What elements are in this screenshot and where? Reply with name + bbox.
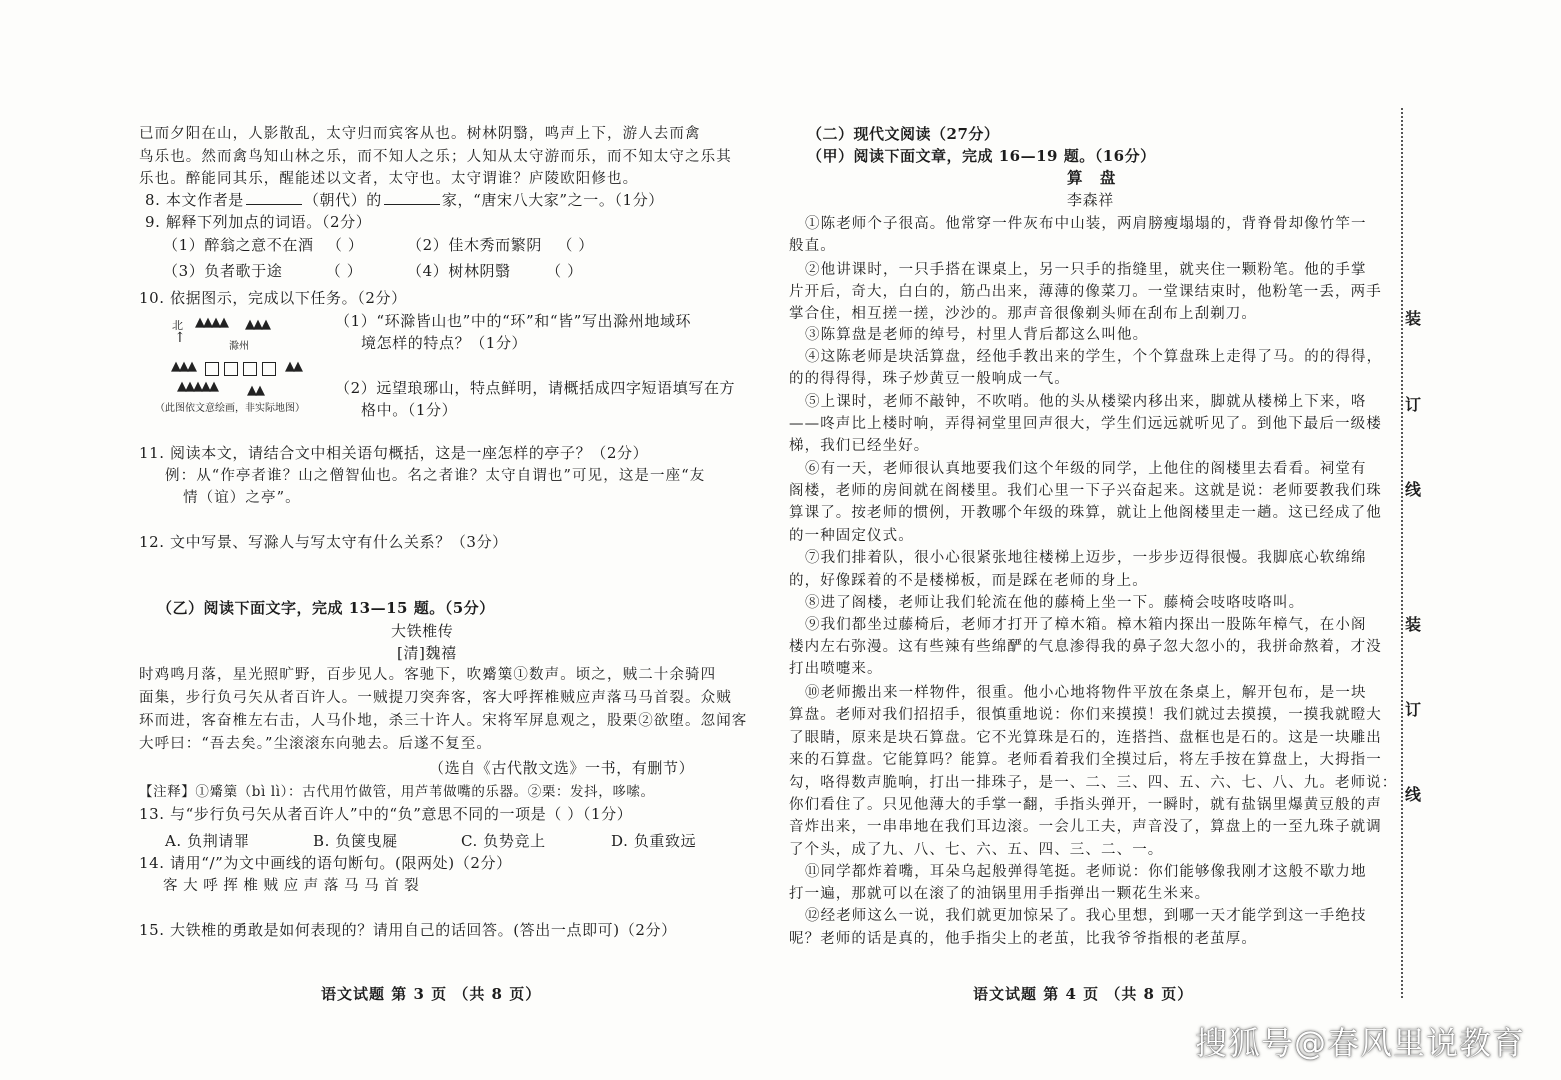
q13-option[interactable]: D. 负重致远	[611, 832, 697, 850]
article-line: 算盘。老师对我们招招手，很慎重地说：你们来摸摸！我们就过去摸摸，一摸我就瞪大	[789, 707, 1382, 723]
yi-passage-line: 面集，步行负弓矢从者百许人。一贼提刀突奔客，客大呼挥椎贼应声落马马首裂。众贼	[139, 690, 732, 706]
north-label: 北	[172, 319, 183, 332]
yi-passage-line: 时鸡鸣月落，星光照旷野，百步见人。客驰下，吹觱篥①数声。顷之，贼二十余骑四	[139, 667, 717, 683]
map-caption: （此图依文意绘画，非实际地图）	[155, 403, 305, 414]
article-line: 打一遍，那就可以在滚了的油锅里用手指弹出一颗花生米来。	[789, 886, 1211, 902]
yi-passage-line: 大呼曰：“吾去矣。”尘滚滚东向驰去。后遂不复至。	[139, 736, 492, 752]
left-page-footer: 语文试题 第 3 页 （共 8 页）	[321, 985, 542, 1003]
article-line: ③陈算盘是老师的绰号，村里人背后都这么叫他。	[805, 327, 1149, 343]
article-line: ⑩老师搬出来一样物件，很重。他小心地将物件平放在条桌上，解开包布，是一块	[805, 685, 1367, 701]
q14-sentence: 客 大 呼 挥 椎 贼 应 声 落 马 马 首 裂	[163, 878, 420, 894]
q9-answer-paren[interactable]: （ ）	[557, 236, 594, 254]
q9-item	[407, 235, 594, 255]
question-10: 10. 依据图示，完成以下任务。（2分）	[139, 289, 407, 307]
binding-label: 订	[1405, 395, 1422, 414]
q9-item	[163, 235, 364, 255]
answer-box[interactable]	[262, 362, 276, 376]
passage-line: 乐也。醉能同其乐，醒能述以文者，太守也。太守谓谁？庐陵欧阳修也。	[139, 171, 639, 187]
article-line: 打出喷嚏来。	[789, 661, 883, 677]
q9-label: （3）负者歌于途	[163, 262, 283, 280]
question-9: 9. 解释下列加点的词语。（2分）	[145, 213, 372, 231]
q8-part-b: （朝代）的	[303, 191, 382, 209]
article-line: 的一种固定仪式。	[789, 528, 914, 544]
article-line: 音炸出来，一串串地在我们耳边滚。一会儿工夫，声音没了，算盘上的一至九珠子就调	[789, 819, 1382, 835]
article-line: 勾，咯得数声脆响，打出一排珠子，是一、二、三、四、五、六、七、八、九。老师说：	[789, 775, 1398, 791]
article-line: 来的石算盘。它能算吗？能算。老师看着我们全摸过后，将左手按在算盘上，大拇指一	[789, 752, 1382, 768]
question-13: 13. 与“步行负弓矢从者百许人”中的“负”意思不同的一项是（ ）（1分）	[139, 805, 633, 823]
q9-answer-paren[interactable]: （ ）	[326, 236, 364, 254]
question-11: 11. 阅读本文，请结合文中相关语句概括，这是一座怎样的亭子？（2分）	[139, 444, 649, 462]
q8-part-c: 家，“唐宋八大家”之一。（1分）	[441, 191, 664, 209]
article-author: 李森祥	[1067, 191, 1114, 209]
q13-option[interactable]: C. 负势竞上	[461, 832, 546, 850]
article-line: ⑪同学都炸着嘴，耳朵乌起般弹得笔挺。老师说：你们能够像我刚才这般不歇力地	[805, 864, 1367, 880]
question-14: 14. 请用“/”为文中画线的语句断句。(限两处)（2分）	[139, 854, 512, 872]
q10-task-2: 格中。（1分）	[361, 401, 458, 419]
binding-label: 线	[1405, 480, 1422, 499]
article-line: 呢？老师的话是真的，他手指尖上的老茧，比我爷爷指根的老茧厚。	[789, 931, 1257, 947]
q13-option[interactable]: A. 负荆请罪	[165, 832, 250, 850]
mountain-icon: ▲▲	[247, 383, 263, 398]
section-jia-heading: （甲）阅读下面文章，完成 16—19 题。（16分）	[807, 147, 1156, 165]
section-2-heading: （二）现代文阅读（27分）	[807, 125, 1000, 143]
article-line: ⑦我们排着队，很小心很紧张地往楼梯上迈步，一步步迈得很慢。我脚底心软绵绵	[805, 550, 1367, 566]
binding-label: 装	[1405, 615, 1422, 634]
yi-note: 【注释】①觱篥（bì lì）：古代用竹做管，用芦苇做嘴的乐器。②栗：发抖，哆嗦。	[139, 784, 655, 800]
yi-passage-line: 环而进，客奋椎左右击，人马仆地，杀三十许人。宋将军屏息观之，股栗②欲堕。忽闻客	[139, 713, 748, 729]
binding-label: 订	[1405, 700, 1422, 719]
q8-blank[interactable]	[384, 190, 440, 205]
question-15: 15. 大铁椎的勇敢是如何表现的？请用自己的话回答。(答出一点即可)（2分）	[139, 921, 677, 939]
mountain-icon: ▲▲▲	[171, 359, 195, 374]
q9-item	[407, 261, 583, 281]
article-line: 楼内左右弥漫。这有些辣有些绵酽的气息渗得我的鼻子忽大忽小的，我拼命熬着，才没	[789, 639, 1382, 655]
article-line: 的的得得得，珠子炒黄豆一般响成一气。	[789, 371, 1070, 387]
chuzhou-label: 滁州	[229, 341, 249, 352]
q9-label: （4）树林阴翳	[407, 262, 511, 280]
q8-part-a: 本文作者是	[165, 191, 244, 209]
binding-dotted-line	[1401, 108, 1403, 998]
article-line: 梯，我们已经坐好。	[789, 438, 930, 454]
article-line: ④这陈老师是块活算盘，经他手教出来的学生，个个算盘珠上走得了马。的的得得，	[805, 349, 1383, 365]
article-title: 算 盘	[1067, 168, 1122, 187]
article-line: 你们看住了。只见他薄大的手掌一翻，手指头弹开，一瞬时，就有盐锅里爆黄豆般的声	[789, 797, 1382, 813]
q9-answer-paren[interactable]: （ ）	[546, 262, 583, 280]
binding-label: 线	[1405, 785, 1422, 804]
article-line: ⑤上课时，老师不敲钟，不吹哨。他的头从楼梁内移出来，脚就从楼梯上下来，咯	[805, 394, 1367, 410]
yi-title: 大铁椎传	[391, 622, 454, 640]
article-line: 阁楼，老师的房间就在阁楼里。我们心里一下子兴奋起来。这就是说：老师要教我们珠	[789, 483, 1382, 499]
north-arrow-icon: ↑	[174, 330, 186, 346]
article-line: ①陈老师个子很高。他常穿一件灰布中山装，两肩膀瘦塌塌的，背脊骨却像竹竿一	[805, 216, 1367, 232]
article-line: 的，好像踩着的不是楼梯板，而是踩在老师的身上。	[789, 573, 1148, 589]
right-page-footer: 语文试题 第 4 页 （共 8 页）	[973, 985, 1194, 1003]
q9-label: （2）佳木秀而繁阴	[407, 236, 542, 254]
article-line: 般直。	[789, 238, 836, 254]
answer-box[interactable]	[224, 362, 238, 376]
yi-source: （选自《古代散文选》一书，有删节）	[429, 759, 695, 777]
q11-example: 情（谊）之亭”。	[183, 490, 301, 506]
q9-label: （1）醉翁之意不在酒	[163, 236, 314, 254]
passage-line: 鸟乐也。然而禽鸟知山林之乐，而不知人之乐；人知从太守游而乐，而不知太守之乐其	[139, 149, 732, 165]
article-line: ——咚声比上楼时响，弄得祠堂里回声很大，学生们远远就听见了。到他下最后一级楼	[789, 416, 1382, 432]
article-line: 了眼睛，原来是块石算盘。它不光算珠是石的，连搭挡、盘框也是石的。这是一块雕出	[789, 730, 1382, 746]
q9-answer-paren[interactable]: （ ）	[325, 262, 363, 280]
question-8	[145, 190, 664, 210]
section-yi-heading: （乙）阅读下面文字，完成 13—15 题。（5分）	[157, 599, 495, 617]
mountain-icon: ▲▲▲	[245, 317, 269, 332]
q8-num: 8.	[145, 191, 161, 209]
question-12: 12. 文中写景、写滁人与写太守有什么关系？（3分）	[139, 533, 508, 551]
watermark: 搜狐号@春风里说教育	[1194, 1024, 1525, 1062]
q13-option[interactable]: B. 负箧曳屣	[313, 832, 398, 850]
mountain-icon: ▲▲	[285, 359, 301, 374]
article-line: ②他讲课时，一只手搭在课桌上，另一只手的指缝里，就夹住一颗粉笔。他的手掌	[805, 262, 1367, 278]
mountain-icon: ▲▲▲▲▲	[177, 379, 217, 394]
article-line: 了个头，成了九、八、七、六、五、四、三、二、一。	[789, 842, 1164, 858]
article-line: ⑫经老师这么一说，我们就更加惊呆了。我心里想，到哪一天才能学到这一手绝技	[805, 908, 1367, 924]
q9-item	[163, 261, 362, 281]
q11-example: 例：从“作亭者谁？山之僧智仙也。名之者谁？太守自谓也”可见，这是一座“友	[165, 468, 706, 484]
q10-task-1: 境怎样的特点？（1分）	[361, 334, 528, 352]
q8-blank[interactable]	[246, 190, 302, 205]
article-line: ⑨我们都坐过藤椅后，老师才打开了樟木箱。樟木箱内探出一股陈年樟气，在小阁	[805, 617, 1367, 633]
q10-task-2: （2）远望琅琊山，特点鲜明，请概括成四字短语填写在方	[335, 379, 736, 397]
article-line: ⑧进了阁楼，老师让我们轮流在他的藤椅上坐一下。藤椅会吱咯吱咯叫。	[805, 595, 1305, 611]
article-line: ⑥有一天，老师很认真地要我们这个年级的同学，上他住的阁楼里去看看。祠堂有	[805, 461, 1367, 477]
binding-label: 装	[1405, 309, 1422, 328]
article-line: 片开后，奇大，白白的，筋凸出来，薄薄的像菜刀。一堂课结束时，他粉笔一丢，两手	[789, 284, 1382, 300]
q10-task-1: （1）“环滁皆山也”中的“环”和“皆”写出滁州地域环	[335, 312, 692, 330]
article-line: 掌合住，相互搓一搓，沙沙的。那声音很像剃头师在刮布上刮剃刀。	[789, 306, 1257, 322]
answer-box[interactable]	[243, 362, 257, 376]
mountain-icon: ▲▲▲▲	[195, 315, 227, 330]
passage-line: 已而夕阳在山，人影散乱，太守归而宾客从也。树林阴翳，鸣声上下，游人去而禽	[139, 126, 701, 142]
answer-box[interactable]	[205, 362, 219, 376]
article-line: 算课了。按老师的惯例，开教哪个年级的珠算，就让上他阁楼里走一趟。这已经成了他	[789, 505, 1382, 521]
chuzhou-map-figure	[155, 313, 327, 414]
yi-author: [清]魏禧	[397, 644, 457, 662]
